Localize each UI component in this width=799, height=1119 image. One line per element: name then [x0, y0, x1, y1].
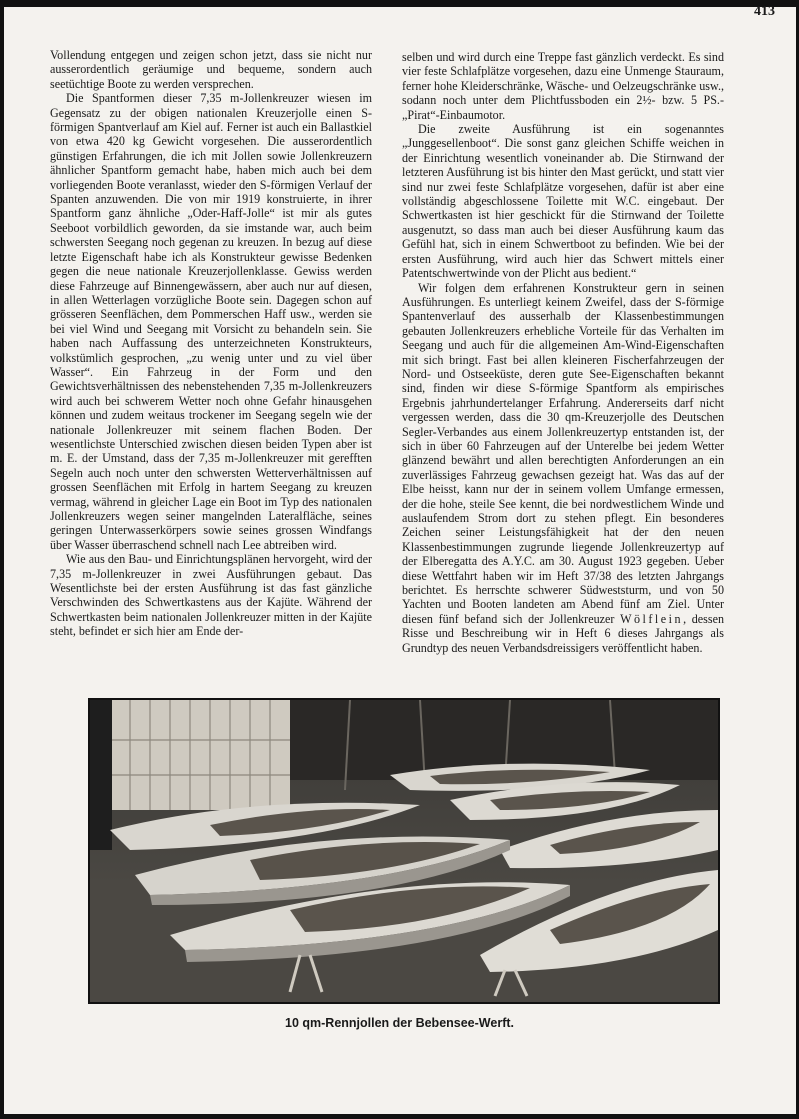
paragraph-text-end: , dessen Risse und Beschreibung wir in Heft 6 dieses Jahrgangs als Grundtyp des neuen Verbandsdreissigers veröffentlicht haben. [402, 611, 725, 655]
dark-doorway [90, 700, 112, 850]
paragraph: Die Spantformen dieser 7,35 m-Jollenkreuzer wiesen im Gegensatz zu der obigen nationalen Kreuzerjolle einen S-förmigen Spantverlauf am Kiel auf. Ferner ist auch ein Ballastkiel von etwa 420 kg Gewicht vorgesehen. Die ausserordentlich günstigen Erfahrungen, die ich mit Jollen sowie Jollenkreuzern ähnlicher Spantform gemacht habe, haben mich auch bei dem vorliegenden Boote veranlasst, wieder den S-förmigen Verlauf der Spanten anzuwenden. Die von mir 1919 konstruierte, in ihrer Spantform ganz ähnliche „Oder-Haff-Jolle“ ist mir als gutes Seeboot vorbildlich geworden, da sie imstande war, auch beim schwersten Seegang noch gegenan zu kreuzen. In bezug auf diese letzte Eigenschaft habe ich als Konstrukteur gewisse Bedenken gegen die neue nationale Kreuzerjollenklasse. Gewiss werden diese Fahrzeuge auf Binnengewässern, aber auch nur auf diesen, in allen Wetterlagen vorzügliche Boote sein. Dagegen schon auf grösseren Seenflächen, dem Pommerschen Haff usw., werden sie bei viel Wind und Seegang mit Vorsicht zu behandeln sein. Sie haben nach Auffassung des unterzeichneten Konstrukteurs, volkstümlich gesprochen, „zu wenig unter und zu viel über Wasser“. Ein Fahrzeug in der Form und den Gewichtsverhältnissen des nebenstehenden 7,35 m-Jollenkreuzers wird auch bei schwerem Wetter noch ohne Gefahr hinausgehen können und zudem weitaus trockener im Seegang segeln wie der nationale Jollenkreuzer mit seinem flachen Boden. Der wesentlichste Unterschied zwischen diesen beiden Typen aber ist m. E. der Umstand, dass der 7,35 m-Jollenkreuzer mit gerefften Segeln auch noch unter den schwersten Wetterverhältnissen auf grossen Seenflächen mit Erfolg in hartem Seegang zu kreuzen vermag, während in gleicher Lage ein Boot im Typ des nationalen Jollenkreuzers wegen seiner mangelnden Lateralfläche, seines geringen Unterwasserkörpers sowie seines grossen Windfangs über Wasser überraschend schnell nach Lee abtreiben wird. [50, 91, 372, 552]
shed-wall [110, 700, 290, 810]
left-scan-edge [0, 0, 4, 1119]
bottom-border [0, 1114, 799, 1119]
top-border [0, 0, 799, 7]
paragraph: selben und wird durch eine Treppe fast gänzlich verdeckt. Es sind vier feste Schlafplätze vorgesehen, dazu eine Unmenge Stauraum, ferner hohe Kleiderschränke, Wäsche- und Oelzeugschränke usw., sodann noch unter dem Plichtfussboden ein 2½- bzw. 5 PS.-„Pirat“-Einbaumotor. [402, 50, 724, 122]
paragraph-text: Wir folgen dem erfahrenen Konstrukteur gern in seinen Ausführungen. Es unterliegt keinem Zweifel, dass der S-förmige Spantenverlauf des ausserhalb der Klassenbestimmungen gebauten Jollenkreuzers erhebliche Vorteile für das Verhalten im Seegang und auch für die allgemeinen Am-Wind-Eigenschaften mit sich bringt. Fast bei allen kleineren Fischerfahrzeugen der Nord- und Ostseeküste, deren gute See-Eigenschaften bekannt sind, finden wir diese S-förmige Spantform als empirisches Ergebnis jahrhundertelanger Erfahrung. Andererseits darf nicht vergessen werden, dass die 30 qm-Kreuzerjolle des Deutschen Segler-Verbandes aus einem Jollenkreuzertyp entstanden ist, der sich in über 60 Fahrzeugen auf der Unterelbe bei jedem Wetter glänzend bewährt und allen berechtigten Anforderungen an ein zuverlässiges Fahrzeug gewachsen gezeigt hat. Was das auf der Elbe heisst, kann nur der in seinem vollem Umfange ermessen, der die hohe, steile See kennt, die bei nordwestlichem Winde und auslaufendem Strom dort zu stehen pflegt. Ein besonderes Zeichen seiner Leistungsfähigkeit hat der den neuen Klassenbestimmungen zugrunde liegende Jollenkreuzertyp auf der Elberegatta des A.Y.C. am 30. August 1923 gegeben. Ueber diese Wettfahrt haben wir im Heft 37/38 des letzten Jahrgangs berichtet. Es herrschte schwerer Südweststurm, und von 50 Yachten und Booten landeten am Abend fünf am Ziel. Unter diesen fünf befand sich der Jollenkreuzer [402, 280, 724, 626]
boats-photograph [88, 698, 720, 1004]
paragraph: Vollendung entgegen und zeigen schon jetzt, dass sie nicht nur ausserordentlich geräumige und bequeme, sondern auch seetüchtige Boote zu werden versprechen. [50, 48, 372, 91]
right-text-column [402, 50, 724, 655]
boats-photo-illustration [90, 700, 718, 1002]
left-text-column [50, 48, 372, 639]
boat-name: Wölflein [620, 611, 684, 626]
paragraph: Wie aus den Bau- und Einrichtungsplänen hervorgeht, wird der 7,35 m-Jollenkreuzer in zwei Ausführungen gebaut. Das Wesentlichste bei der ersten Ausführung ist das fast gänzliche Verschwinden des Schwertkastens aus der Kajüte. Während der Schwertkasten beim nationalen Jollenkreuzer mitten in der Kajüte steht, befindet er sich hier am Ende der- [50, 552, 372, 639]
paragraph [402, 281, 724, 656]
page-number: 413 [754, 4, 775, 19]
photo-caption: 10 qm-Rennjollen der Bebensee-Werft. [285, 1016, 514, 1030]
paragraph: Die zweite Ausführung ist ein sogenanntes „Junggesellenboot“. Die sonst ganz gleichen Schiffe weichen in der Einrichtung wesentlich voneinander ab. Die Stirnwand der letzteren Ausführung ist bis hinter den Mast gerückt, und statt vier sind nur zwei feste Schlafplätze vorgesehen, dafür ist aber eine vollständig abgeschlossene Toilette mit W.C. eingebaut. Der Schwertkasten ist hier geschickt für die Stirnwand der Toilette ausgenutzt, so dass man auch bei dieser Ausführung kaum das Gefühl hat, sich in einem Schwertboot zu befinden. Wie bei der ersten Ausführung, wird auch hier das Schwert mittels einer Patentschwertwinde von der Plicht aus bedient.“ [402, 122, 724, 281]
